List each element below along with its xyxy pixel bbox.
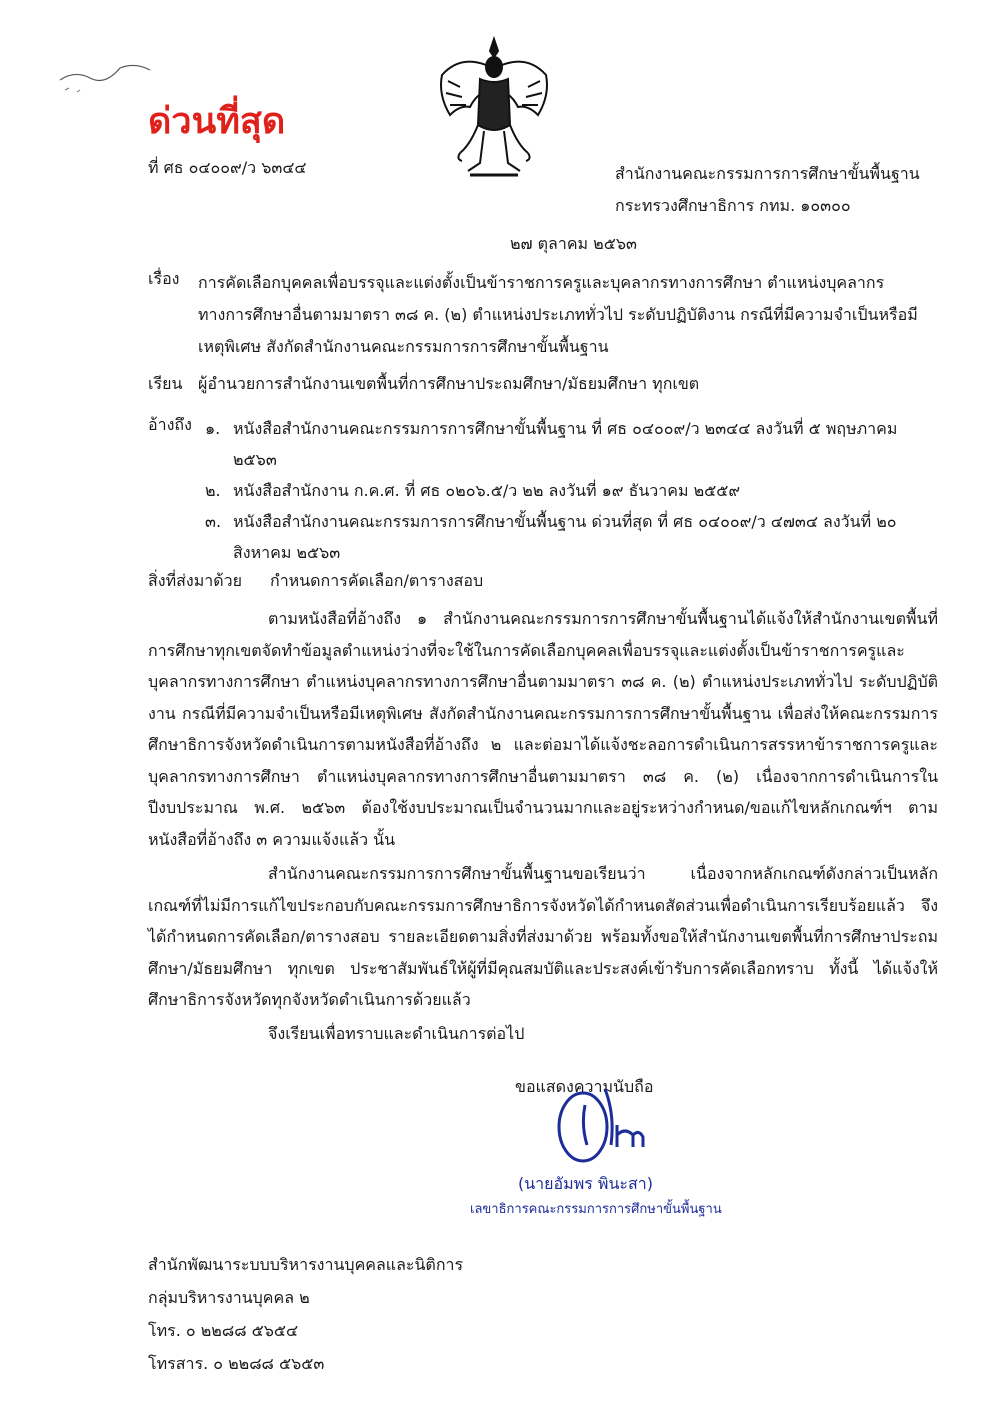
reference-number: ๑. [205, 419, 221, 438]
subject-label: เรื่อง [148, 269, 180, 288]
office-name: สำนักงานคณะกรรมการการศึกษาขั้นพื้นฐาน [615, 164, 920, 183]
references-list [205, 413, 905, 568]
regards-line: ขอแสดงความนับถือ [515, 1077, 654, 1096]
body-paragraph-1: ตามหนังสือที่อ้างถึง ๑ สำนักงานคณะกรรมการการศึกษาขั้นพื้นฐานได้แจ้งให้สำนักงานเขตพื้นที่การศึกษาทุกเขตจัดทำข้อมูลตำแหน่งว่างที่จะใช้ในการคัดเลือกบุคคลเพื่อบรรจุและแต่งตั้งเป็นข้าราชการครูและบุคลากรทางการศึกษา ตำแหน่งบุคลากรทางการศึกษาอื่นตามมาตรา ๓๘ ค. (๒) ตำแหน่งประเภททั่วไป ระดับปฏิบัติงาน กรณีที่มีความจำเป็นหรือมีเหตุพิเศษ สังกัดสำนักงานคณะกรรมการการศึกษาขั้นพื้นฐาน เพื่อส่งให้คณะกรรมการศึกษาธิการจังหวัดดำเนินการตามหนังสือที่อ้างถึง ๒ และต่อมาได้แจ้งชะลอการดำเนินการสรรหาข้าราชการครูและบุคลากรทางการศึกษา ตำแหน่งบุคลากรทางการศึกษาอื่นตามมาตรา ๓๘ ค. (๒) เนื่องจากการดำเนินการในปีงบประมาณ พ.ศ. ๒๕๖๓ ต้องใช้งบประมาณเป็นจำนวนมากและอยู่ระหว่างกำหนด/ขอแก้ไขหลักเกณฑ์ฯ ตามหนังสือที่อ้างถึง ๓ ความแจ้งแล้ว นั้น [148, 609, 938, 849]
signer-name: (นายอัมพร พินะสา) [518, 1174, 653, 1193]
enclosure-text: กำหนดการคัดเลือก/ตารางสอบ [270, 571, 484, 590]
reference-number: ๒. [205, 481, 221, 500]
references-label: อ้างถึง [148, 415, 192, 434]
urgent-label: ด่วนที่สุด [148, 101, 286, 142]
subject-text: การคัดเลือกบุคคลเพื่อบรรจุและแต่งตั้งเป็นข้าราชการครูและบุคลากรทางการศึกษา ตำแหน่งบุคลากรทางการศึกษาอื่นตามมาตรา ๓๘ ค. (๒) ตำแหน่งประเภททั่วไป ระดับปฏิบัติงาน กรณีที่มีความจำเป็นหรือมีเหตุพิเศษ สังกัดสำนักงานคณะกรรมการการศึกษาขั้นพื้นฐาน [198, 273, 918, 356]
office-address: กระทรวงศึกษาธิการ กทม. ๑๐๓๐๐ [615, 196, 851, 215]
issuing-office [615, 158, 920, 222]
reference-item [205, 506, 905, 568]
body-paragraph-2: สำนักงานคณะกรรมการการศึกษาขั้นพื้นฐานขอเรียนว่า เนื่องจากหลักเกณฑ์ดังกล่าวเป็นหลักเกณฑ์ที่ไม่มีการแก้ไขประกอบกับคณะกรรมการศึกษาธิการจังหวัดได้กำหนดสัดส่วนเพื่อดำเนินการเรียบร้อยแล้ว จึงได้กำหนดการคัดเลือก/ตารางสอบ รายละเอียดตามสิ่งที่ส่งมาด้วย พร้อมทั้งขอให้สำนักงานเขตพื้นที่การศึกษาประถมศึกษา/มัธยมศึกษา ทุกเขต ประชาสัมพันธ์ให้ผู้ที่มีคุณสมบัติและประสงค์เข้ารับการคัดเลือกทราบ ทั้งนี้ ได้แจ้งให้ศึกษาธิการจังหวัดทุกจังหวัดดำเนินการด้วยแล้ว [148, 864, 938, 1009]
closing-line: จึงเรียนเพื่อทราบและดำเนินการต่อไป [268, 1024, 525, 1043]
signer-title: เลขาธิการคณะกรรมการการศึกษาขั้นพื้นฐาน [470, 1202, 722, 1217]
footer-contact [148, 1248, 463, 1380]
garuda-emblem-icon [430, 35, 558, 183]
reference-text: หนังสือสำนักงาน ก.ค.ศ. ที่ ศธ ๐๒๐๖.๕/ว ๒๒ ลงวันที่ ๑๙ ธันวาคม ๒๕๕๙ [233, 481, 741, 500]
document-date: ๒๗ ตุลาคม ๒๕๖๓ [510, 234, 637, 253]
enclosure-label: สิ่งที่ส่งมาด้วย [148, 571, 242, 590]
reference-item [205, 413, 905, 475]
signature-image [545, 1085, 665, 1175]
reference-number: ๓. [205, 512, 222, 531]
footer-group: กลุ่มบริหารงานบุคคล ๒ [148, 1288, 310, 1307]
recipient-text: ผู้อำนวยการสำนักงานเขตพื้นที่การศึกษาประถมศึกษา/มัธยมศึกษา ทุกเขต [198, 374, 700, 393]
reference-text: หนังสือสำนักงานคณะกรรมการการศึกษาขั้นพื้นฐาน ที่ ศธ ๐๔๐๐๙/ว ๒๓๔๔ ลงวันที่ ๕ พฤษภาคม ๒๕๖๓ [233, 419, 898, 469]
reference-text: หนังสือสำนักงานคณะกรรมการการศึกษาขั้นพื้นฐาน ด่วนที่สุด ที่ ศธ ๐๔๐๐๙/ว ๔๗๓๔ ลงวันที่ ๒๐ สิงหาคม ๒๕๖๓ [233, 512, 897, 562]
reference-item [205, 475, 905, 506]
document-number: ที่ ศธ ๐๔๐๐๙/ว ๖๓๔๔ [148, 158, 307, 177]
footer-department: สำนักพัฒนาระบบบริหารงานบุคคลและนิติการ [148, 1255, 464, 1274]
recipient-label: เรียน [148, 374, 183, 393]
handwritten-mark [55, 50, 155, 100]
footer-fax: โทรสาร. ๐ ๒๒๘๘ ๕๖๕๓ [148, 1354, 325, 1373]
footer-phone: โทร. ๐ ๒๒๘๘ ๕๖๕๔ [148, 1321, 299, 1340]
